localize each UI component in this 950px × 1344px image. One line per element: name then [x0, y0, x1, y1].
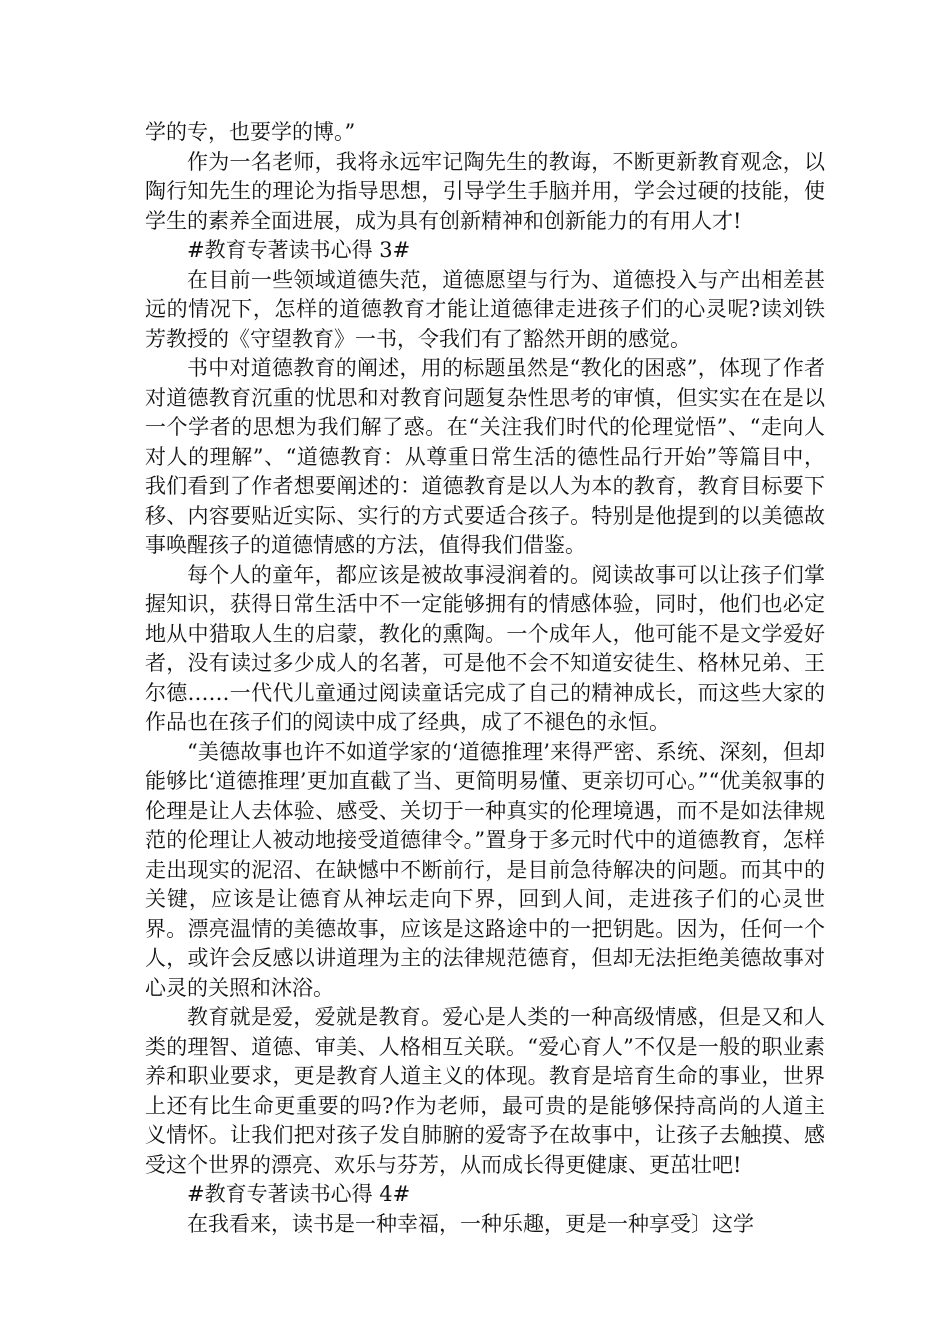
paragraph: 作为一名老师，我将永远牢记陶先生的教诲，不断更新教育观念，以陶行知先生的理论为指导思想，引导学生手脑并用，学会过硬的技能，使学生的素养全面进展，成为具有创新精神和创新能力的有用人才! — [145, 149, 825, 233]
paragraph: 每个人的童年，都应该是被故事浸润着的。阅读故事可以让孩子们掌握知识，获得日常生活中不一定能够拥有的情感体验，同时，他们也必定地从中猎取人生的启蒙，教化的熏陶。一个成年人，他可能不是文学爱好者，没有读过多少成人的名著，可是他不会不知道安徒生、格林兄弟、王尔德……一代代儿童通过阅读童话完成了自己的精神成长，而这些大家的作品也在孩子们的阅读中成了经典，成了不褪色的永恒。 — [145, 562, 825, 734]
section-heading: #教育专著读书心得 3# — [187, 238, 411, 262]
paragraph: “美德故事也许不如道学家的‘道德推理’来得严密、系统、深刻，但却能够比‘道德推理’更加直截了当、更简明易懂、更亲切可心。”“优美叙事的伦理是让人去体验、感受、关切于一种真实的伦理境遇，而不是如法律规范的伦理让人被动地接受道德律令。”置身于多元时代中的道德教育，怎样走出现实的泥沼、在缺憾中不断前行，是目前急待解决的问题。而其中的关键，应该是让德育从神坛走向下界，回到人间，走进孩子们的心灵世界。漂亮温情的美德故事，应该是这路途中的一把钥匙。因为，任何一个人，或许会反感以讲道理为主的法律规范德育，但却无法拒绝美德故事对心灵的关照和沐浴。 — [145, 739, 825, 1000]
paragraph: 教育就是爱，爱就是教育。爱心是人类的一种高级情感，但是又和人类的理智、道德、审美、人格相互关联。“爱心育人”不仅是一般的职业素养和职业要求，更是教育人道主义的体现。教育是培育生命的事业，世界上还有比生命更重要的吗?作为老师，最可贵的是能够保持高尚的人道主义情怀。让我们把对孩子发自肺腑的爱寄予在故事中，让孩子去触摸、感受这个世界的漂亮、欢乐与芬芳，从而成长得更健康、更茁壮吧! — [145, 1005, 825, 1177]
paragraph-continuation: 学的专，也要学的博。” — [145, 120, 356, 144]
paragraph: 书中对道德教育的阐述，用的标题虽然是“教化的困惑”，体现了作者对道德教育沉重的忧思和对教育问题复杂性思考的审慎，但实实在在是以一个学者的思想为我们解了惑。在“关注我们时代的伦理觉悟”、“走向人对人的理解”、“道德教育：从尊重日常生活的德性品行开始”等篇目中，我们看到了作者想要阐述的：道德教育是以人为本的教育，教育目标要下移、内容要贴近实际、实行的方式要适合孩子。特别是他提到的以美德故事唤醒孩子的道德情感的方法，值得我们借鉴。 — [145, 356, 825, 557]
document-body — [145, 118, 825, 1239]
paragraph: 在目前一些领域道德失范，道德愿望与行为、道德投入与产出相差甚远的情况下，怎样的道德教育才能让道德律走进孩子们的心灵呢?读刘铁芳教授的《守望教育》一书，令我们有了豁然开朗的感觉。 — [145, 267, 825, 351]
paragraph: 在我看来，读书是一种幸福，一种乐趣，更是一种享受〕这学 — [187, 1211, 754, 1236]
section-heading: #教育专著读书心得 4# — [187, 1182, 411, 1206]
